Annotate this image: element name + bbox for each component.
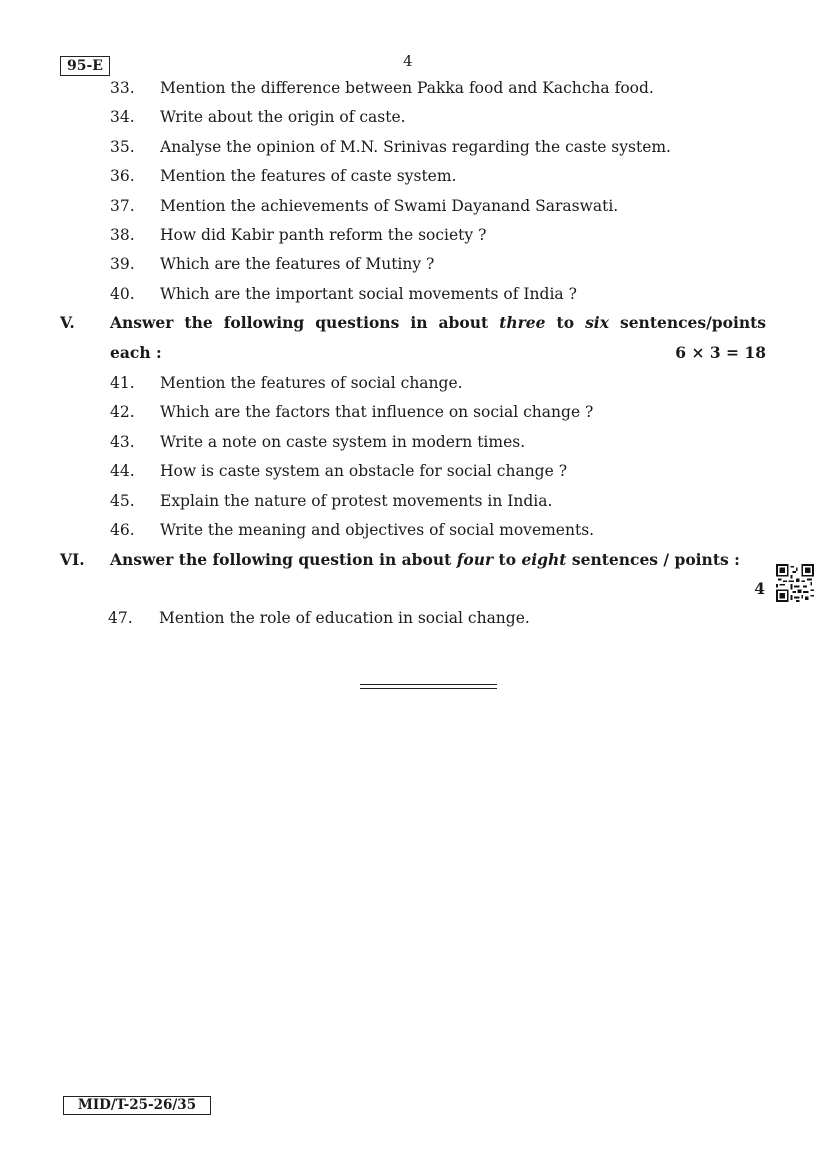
question-text: Write a note on caste system in modern times.: [160, 433, 526, 451]
question-number: 41.: [110, 374, 135, 392]
section-6-marks: 4: [754, 579, 765, 598]
question-text: Mention the achievements of Swami Dayanand Saraswati.: [160, 197, 619, 215]
instruction-text: to: [545, 313, 586, 332]
question-text: Mention the features of social change.: [160, 374, 463, 392]
question-number: 38.: [110, 226, 135, 244]
question-text: How did Kabir panth reform the society ?: [160, 226, 487, 244]
instruction-text: sentences / points :: [566, 550, 740, 569]
page-number: 4: [403, 52, 413, 70]
question-number: 39.: [110, 255, 135, 273]
question-text: Which are the factors that influence on social change ?: [160, 403, 594, 421]
instruction-text: Answer the following questions in about: [110, 313, 500, 332]
instruction-text: sentences/points: [608, 313, 767, 332]
question-text: Write the meaning and objectives of social movements.: [160, 521, 595, 539]
section-5-marks: 6 × 3 = 18: [675, 343, 766, 362]
question-text: Explain the nature of protest movements in India.: [160, 492, 553, 510]
question-number: 44.: [110, 462, 135, 480]
question-number: 43.: [110, 433, 135, 451]
section-5-instruction-cont: each :: [110, 343, 162, 362]
question-text: Analyse the opinion of M.N. Srinivas regarding the caste system.: [160, 138, 671, 156]
question-number: 47.: [108, 609, 133, 627]
question-number: 33.: [110, 79, 135, 97]
section-6-instruction: [110, 548, 750, 572]
question-text: Mention the role of education in social change.: [159, 609, 530, 627]
question-number: 42.: [110, 403, 135, 421]
question-number: 46.: [110, 521, 135, 539]
section-6-number: VI.: [60, 550, 85, 569]
question-number: 40.: [110, 285, 135, 303]
question-text: Write about the origin of caste.: [160, 108, 406, 126]
instruction-emphasis: four: [456, 550, 494, 569]
question-number: 37.: [110, 197, 135, 215]
question-number: 34.: [110, 108, 135, 126]
question-number: 45.: [110, 492, 135, 510]
paper-code: 95-E: [60, 56, 110, 76]
question-number: 35.: [110, 138, 135, 156]
instruction-text: to: [493, 550, 522, 569]
footer-code: MID/T-25-26/35: [63, 1096, 211, 1115]
qr-code-icon: [776, 564, 814, 602]
question-text: Which are the important social movements of India ?: [160, 285, 577, 303]
question-number: 36.: [110, 167, 135, 185]
question-text: How is caste system an obstacle for social change ?: [160, 462, 568, 480]
instruction-text: Answer the following question in about: [110, 550, 457, 569]
instruction-emphasis: six: [585, 313, 609, 332]
question-text: Mention the features of caste system.: [160, 167, 457, 185]
section-5-instruction: [110, 311, 766, 335]
instruction-emphasis: eight: [521, 550, 567, 569]
instruction-emphasis: three: [499, 313, 546, 332]
end-divider: [360, 684, 497, 689]
section-5-number: V.: [60, 313, 75, 332]
question-text: Mention the difference between Pakka food and Kachcha food.: [160, 79, 654, 97]
question-text: Which are the features of Mutiny ?: [160, 255, 435, 273]
